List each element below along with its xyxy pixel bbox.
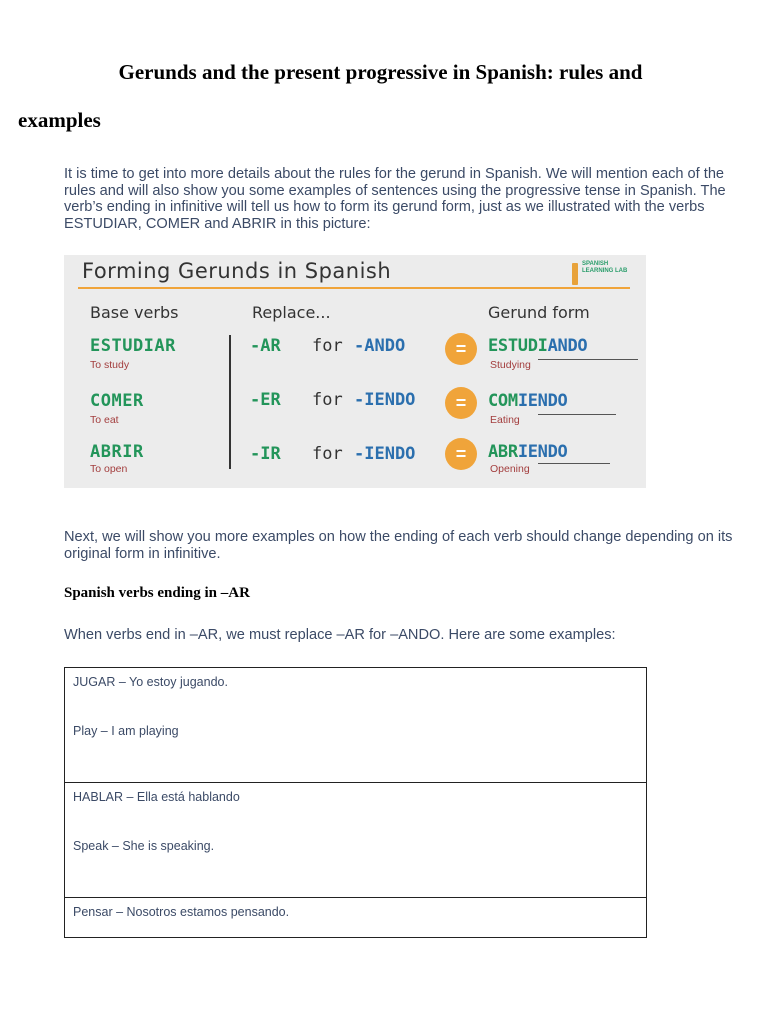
english-translation: Play – I am playing xyxy=(73,724,179,738)
section-heading: Spanish verbs ending in –AR xyxy=(64,585,250,601)
gerund-stem: ESTUDI xyxy=(488,336,548,356)
table-row xyxy=(65,783,647,898)
english-translation: Speak – She is speaking. xyxy=(73,839,215,853)
infographic-title: Forming Gerunds in Spanish xyxy=(82,259,392,283)
table-cell xyxy=(65,783,647,898)
for-word: for xyxy=(312,390,343,410)
gerund-ending: -IENDO xyxy=(354,390,416,410)
gerund-meaning: Opening xyxy=(490,463,530,475)
logo-text: SPANISH LEARNING LAB xyxy=(582,261,628,274)
for-word: for xyxy=(312,444,343,464)
infinitive-ending: -IR xyxy=(250,444,281,464)
gerund-stem: ABR xyxy=(488,442,518,462)
page-title xyxy=(18,48,738,144)
section-intro: When verbs end in –AR, we must replace –AR for –ANDO. Here are some examples: xyxy=(64,627,616,643)
gerund-ending: -IENDO xyxy=(354,444,416,464)
infinitive-ending: -ER xyxy=(250,390,281,410)
column-header-base-verbs: Base verbs xyxy=(90,303,179,322)
base-verb: COMER xyxy=(90,391,144,411)
gerund-meaning: Studying xyxy=(490,359,531,371)
column-header-replace: Replace... xyxy=(252,303,331,322)
spanish-example: HABLAR – Ella está hablando xyxy=(73,790,240,804)
table-row xyxy=(65,668,647,783)
gerund-form xyxy=(488,391,568,411)
table-row xyxy=(65,898,647,938)
infographic-title-underline xyxy=(78,287,630,289)
gerund-suffix: IENDO xyxy=(517,442,568,462)
pencil-icon xyxy=(572,263,578,285)
column-header-gerund-form: Gerund form xyxy=(488,303,590,322)
column-divider xyxy=(229,335,231,469)
gerund-form xyxy=(488,442,568,462)
base-verb-meaning: To study xyxy=(90,359,130,371)
base-verb: ESTUDIAR xyxy=(90,336,176,356)
base-verb-meaning: To open xyxy=(90,463,128,475)
base-verb: ABRIR xyxy=(90,442,144,462)
underline-stroke xyxy=(538,359,638,360)
table-cell xyxy=(65,898,647,938)
examples-table xyxy=(64,667,647,938)
gerund-form xyxy=(488,336,587,356)
infinitive-ending: -AR xyxy=(250,336,281,356)
gerund-infographic xyxy=(64,255,646,488)
equals-icon: = xyxy=(445,438,477,470)
spanish-example: JUGAR – Yo estoy jugando. xyxy=(73,675,228,689)
page-title-line-1: Gerunds and the present progressive in Spanish: rules and xyxy=(118,60,643,84)
spanish-learning-lab-logo xyxy=(572,261,632,287)
next-paragraph: Next, we will show you more examples on how the ending of each verb should change depending on its original form in infinitive. xyxy=(64,529,733,562)
gerund-ending: -ANDO xyxy=(354,336,406,356)
gerund-suffix: IENDO xyxy=(517,391,568,411)
spanish-example: Pensar – Nosotros estamos pensando. xyxy=(73,905,290,919)
base-verb-meaning: To eat xyxy=(90,414,119,426)
gerund-meaning: Eating xyxy=(490,414,520,426)
equals-icon: = xyxy=(445,387,477,419)
for-word: for xyxy=(312,336,343,356)
table-cell xyxy=(65,668,647,783)
page-title-line-2: examples xyxy=(18,108,101,132)
underline-stroke xyxy=(538,414,616,415)
intro-paragraph: It is time to get into more details about the rules for the gerund in Spanish. We will mention each of the rules and will also show you some examples of sentences using the progressive tense in Spanish. The verb’s ending in infinitive will tell us how to form its gerund form, just as we illustrated with the verbs ESTUDIAR, COMER and ABRIR in this picture: xyxy=(64,166,726,232)
gerund-suffix: ANDO xyxy=(547,336,588,356)
underline-stroke xyxy=(538,463,610,464)
gerund-stem: COM xyxy=(488,391,518,411)
equals-icon: = xyxy=(445,333,477,365)
